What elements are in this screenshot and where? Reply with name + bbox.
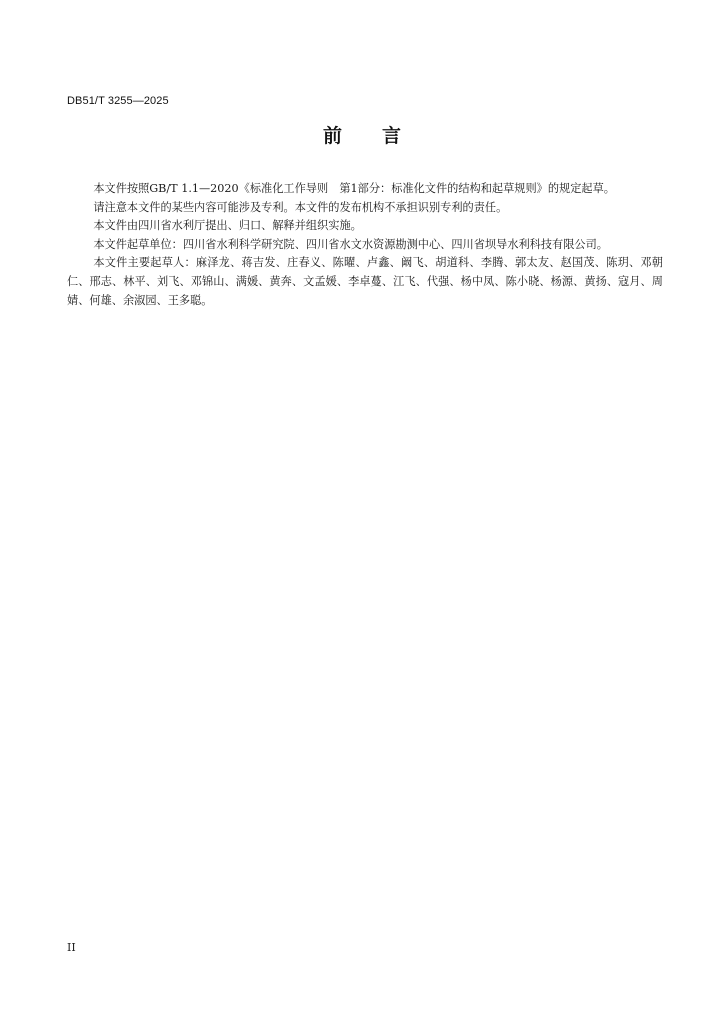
paragraph-proposer: 本文件由四川省水利厅提出、归口、解释并组织实施。 [93, 219, 362, 233]
foreword-body [67, 180, 663, 310]
page-number: II [67, 941, 76, 954]
paragraph-drafting-basis: 本文件按照GB/T 1.1—2020《标准化工作导则 第1部分：标准化文件的结构和起草规则》的规定起草。 [93, 182, 615, 195]
title-part-2: 言 [382, 125, 402, 147]
title-part-1: 前 [322, 125, 342, 147]
document-code: DB51/T 3255—2025 [67, 95, 169, 107]
paragraph-patent-notice: 请注意本文件的某些内容可能涉及专利。本文件的发布机构不承担识别专利的责任。 [93, 200, 508, 214]
paragraph-drafters: 本文件主要起草人：麻泽龙、蒋吉发、庄春义、陈曜、卢鑫、阚飞、胡道科、李腾、郭太友、赵国茂、陈玥、邓朝仁、邢志、林平、刘飞、邓锦山、满媛、黄奔、文孟媛、李卓蔓、江飞、代强、杨中凤、陈小晓、杨源、黄扬、寇月、周婧、何雄、余淑园、王多聪。 [67, 256, 663, 307]
paragraph-drafting-units: 本文件起草单位：四川省水利科学研究院、四川省水文水资源勘测中心、四川省坝导水利科技有限公司。 [93, 237, 608, 251]
page-title [0, 121, 724, 148]
